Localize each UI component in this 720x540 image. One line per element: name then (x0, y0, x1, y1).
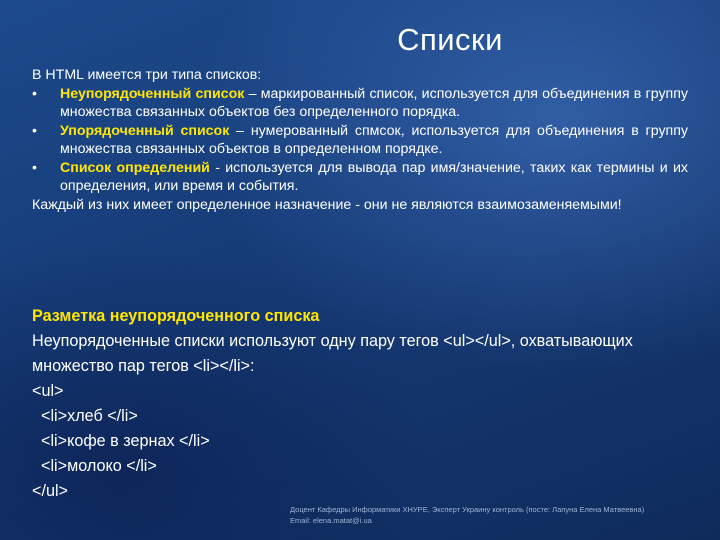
bullet-dot-icon: • (32, 122, 37, 139)
code-line: <ul> (32, 382, 64, 400)
bullet-ordered (32, 122, 688, 159)
bullet-term: Упорядоченный список (60, 122, 230, 139)
section-heading: Разметка неупорядоченного списка (32, 307, 320, 325)
bullet-definitions (32, 159, 688, 196)
intro-block (32, 66, 688, 214)
bullet-dot-icon: • (32, 159, 37, 176)
code-line: <li>молоко </li> (32, 457, 157, 475)
section-description: Неупорядоченные списки используют одну пару тегов <ul></ul>, охватывающих множество пар тегов <li></li>: (32, 332, 633, 375)
footer-credits (290, 504, 700, 526)
bullet-term: Список определений (60, 159, 210, 176)
intro-closing: Каждый из них имеет определенное назначение - они не являются взаимозаменяемыми! (32, 196, 622, 213)
bullet-unordered (32, 85, 688, 122)
slide-title: Списки (397, 22, 503, 57)
bullet-text: – маркированный список, используется для объединения в группу множества связанных объектов без определенного порядка. (60, 85, 688, 120)
footer-author: Доцент Кафедры Информатики ХНУРЕ, Эксперт Украину контроль (посте: Лапуна Елена Матвеевна) (290, 505, 645, 514)
markup-section (32, 304, 702, 504)
bullet-dot-icon: • (32, 85, 37, 102)
code-line: </ul> (32, 482, 69, 500)
intro-lead: В HTML имеется три типа списков: (32, 67, 262, 83)
bullet-text: – нумерованный спмсок, используется для объединения в группу множества связанных объектов в определенном порядке. (60, 122, 688, 157)
bullet-text: - используется для вывода пар имя/значение, таких как термины и их определения, или время и события. (60, 159, 688, 194)
bullet-term: Неупорядоченный список (60, 85, 245, 102)
code-line: <li>кофе в зернах </li> (32, 432, 210, 450)
footer-email: Email: elena.matat@i.ua (290, 516, 372, 525)
code-line: <li>хлеб </li> (32, 407, 138, 425)
